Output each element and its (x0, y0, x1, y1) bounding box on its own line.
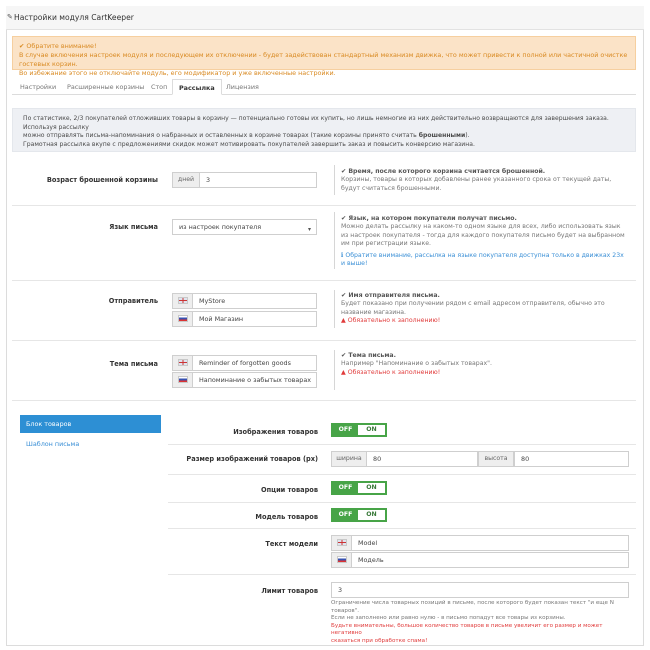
language-label: Язык письма (109, 223, 158, 231)
model-text-label: Текст модели (265, 540, 318, 548)
subject-help: ✔ Тема письма. Например "Напоминание о забытых товарах". ▲ Обязательно к заполнению! (341, 352, 621, 377)
sender-help: ✔ Имя отправителя письма. Будет показано при получении рядом с email адресом отправителя, обычно это название магазина. ▲ Обязательно к заполнению! (341, 292, 621, 326)
limit-label: Лимит товаров (261, 587, 318, 595)
pencil-icon: ✎ (7, 13, 13, 21)
tab-settings[interactable]: Настройки (20, 83, 57, 91)
sender-label: Отправитель (108, 297, 158, 305)
toggle-on: ON (366, 484, 377, 491)
sidebar-item-email-template[interactable]: Шаблон письма (26, 440, 80, 448)
model-text-en-input[interactable]: Model (351, 535, 629, 551)
age-label: Возраст брошенной корзины (46, 176, 158, 184)
tab-license[interactable]: Лицензия (226, 83, 259, 91)
images-toggle[interactable] (331, 423, 387, 437)
divider (168, 444, 636, 445)
flag-en-addon (172, 293, 193, 309)
limit-input[interactable]: 3 (331, 582, 629, 598)
flag-ru-icon (337, 556, 347, 563)
age-help: ✔ Время, после которого корзина считается брошенной. Корзины, товары в которых добавлены ранее указанного срока от текущей даты, будут считаться брошенными. (341, 168, 612, 192)
warning-line-1: ✔ Обратите внимание! (19, 42, 97, 50)
divider (168, 574, 636, 575)
flag-ru-icon (178, 315, 188, 322)
toggle-off: OFF (333, 510, 358, 520)
subject-en-input[interactable]: Reminder of forgotten goods (192, 355, 317, 371)
sender-required: ▲ Обязательно к заполнению! (341, 317, 441, 325)
toggle-on: ON (366, 426, 377, 433)
page-title: Настройки модуля CartKeeper (14, 13, 134, 22)
info-line-3: Грамотная рассылка вкупе с предложениями скидок может мотивировать покупателей завершить заказ и повысить конверсию магазина. (23, 140, 475, 148)
divider (12, 205, 636, 206)
help-divider (334, 350, 335, 390)
toggle-off: OFF (333, 425, 358, 435)
info-line-2: можно отправлять письма-напоминания о набранных и оставленных в корзине товарах (такие корзины принято считать брошенными). (23, 132, 470, 140)
flag-en-addon (172, 355, 193, 371)
tab-extended-carts[interactable]: Расширенные корзины (67, 83, 145, 91)
sender-ru-input[interactable]: Мой Магазин (192, 311, 317, 327)
help-divider (334, 290, 335, 328)
divider (168, 474, 636, 475)
subject-ru-input[interactable]: Напоминание о забытых товарах (192, 372, 317, 388)
flag-ru-addon (331, 552, 352, 568)
cart-age-input[interactable]: 3 (199, 172, 317, 188)
flag-gb-icon (178, 359, 188, 366)
toggle-off: OFF (333, 483, 358, 493)
model-text-ru-input[interactable]: Модель (351, 552, 629, 568)
help-divider (334, 165, 335, 195)
language-note: ℹ Обратите внимание, рассылка на языке покупателя доступна только в движках 23х и выше! (341, 251, 624, 268)
info-line-1: По статистике, 2/3 покупателей отложивших товары в корзину — потенциально готовы их купить, но лишь немногие из них действительно возвращаются для завершения заказа. Используя рассылку (23, 115, 609, 131)
divider (12, 400, 636, 401)
divider (12, 340, 636, 341)
tab-stop[interactable]: Стоп (151, 83, 168, 91)
chevron-down-icon: ▾ (307, 226, 311, 233)
options-label: Опции товаров (261, 486, 318, 494)
warning-line-2: В случае включения настроек модуля и последующем их отключении - будет задействован стандартный механизм движка, что может привести к полной или частичной очистке гостевых корзин. (19, 51, 628, 68)
toggle-on: ON (366, 511, 377, 518)
options-toggle[interactable] (331, 481, 387, 495)
model-toggle[interactable] (331, 508, 387, 522)
image-height-input[interactable]: 80 (514, 451, 629, 467)
model-label: Модель товаров (255, 513, 318, 521)
limit-help: Ограничение числа товарных позиций в письме, после которого будет показан текст "и еще N товаров". Если не заполнено или равно нулю - в письмо попадут все товары из корзины. Будьте внимательны, большое количество товаров в письме увеличит его размер и может негативно сказаться при обработке спама! (331, 600, 614, 644)
language-select[interactable]: из настроек покупателя ▾ (172, 219, 317, 235)
subject-label: Тема письма (109, 360, 158, 368)
days-addon: дней (172, 172, 200, 188)
height-addon: высота (478, 451, 514, 467)
warning-alert (12, 36, 636, 77)
divider (168, 528, 636, 529)
flag-ru-addon (172, 372, 193, 388)
divider (12, 280, 636, 281)
mailing-info-box (12, 108, 636, 152)
sender-en-input[interactable]: MyStore (192, 293, 317, 309)
flag-gb-icon (178, 297, 188, 304)
warning-line-3: Во избежание этого не отключайте модуль, его модификатор и уже включенные настройки. (19, 69, 336, 77)
help-divider (334, 212, 335, 269)
tab-mailing[interactable]: Рассылка (172, 79, 222, 95)
divider (168, 502, 636, 503)
images-label: Изображения товаров (233, 428, 318, 436)
subject-required: ▲ Обязательно к заполнению! (341, 368, 441, 376)
image-width-input[interactable]: 80 (366, 451, 478, 467)
image-size-label: Размер изображений товаров (px) (186, 455, 318, 463)
flag-en-addon (331, 535, 352, 551)
flag-ru-addon (172, 311, 193, 327)
tab-bar (12, 79, 636, 95)
flag-ru-icon (178, 376, 188, 383)
language-help: ✔ Язык, на котором покупатели получат письмо. Можно делать рассылку на каком-то одном языке для всех, либо использовать язык из настроек покупателя - тогда для каждого покупателя письмо будет на выбранном им при регистрации языке. ℹ Обратите внимание, рассылка на языке покупателя доступна только в движках 23х и выше! (341, 215, 625, 268)
width-addon: ширина (331, 451, 367, 467)
sidebar-item-products-block[interactable]: Блок товаров (20, 415, 161, 433)
flag-gb-icon (337, 539, 347, 546)
